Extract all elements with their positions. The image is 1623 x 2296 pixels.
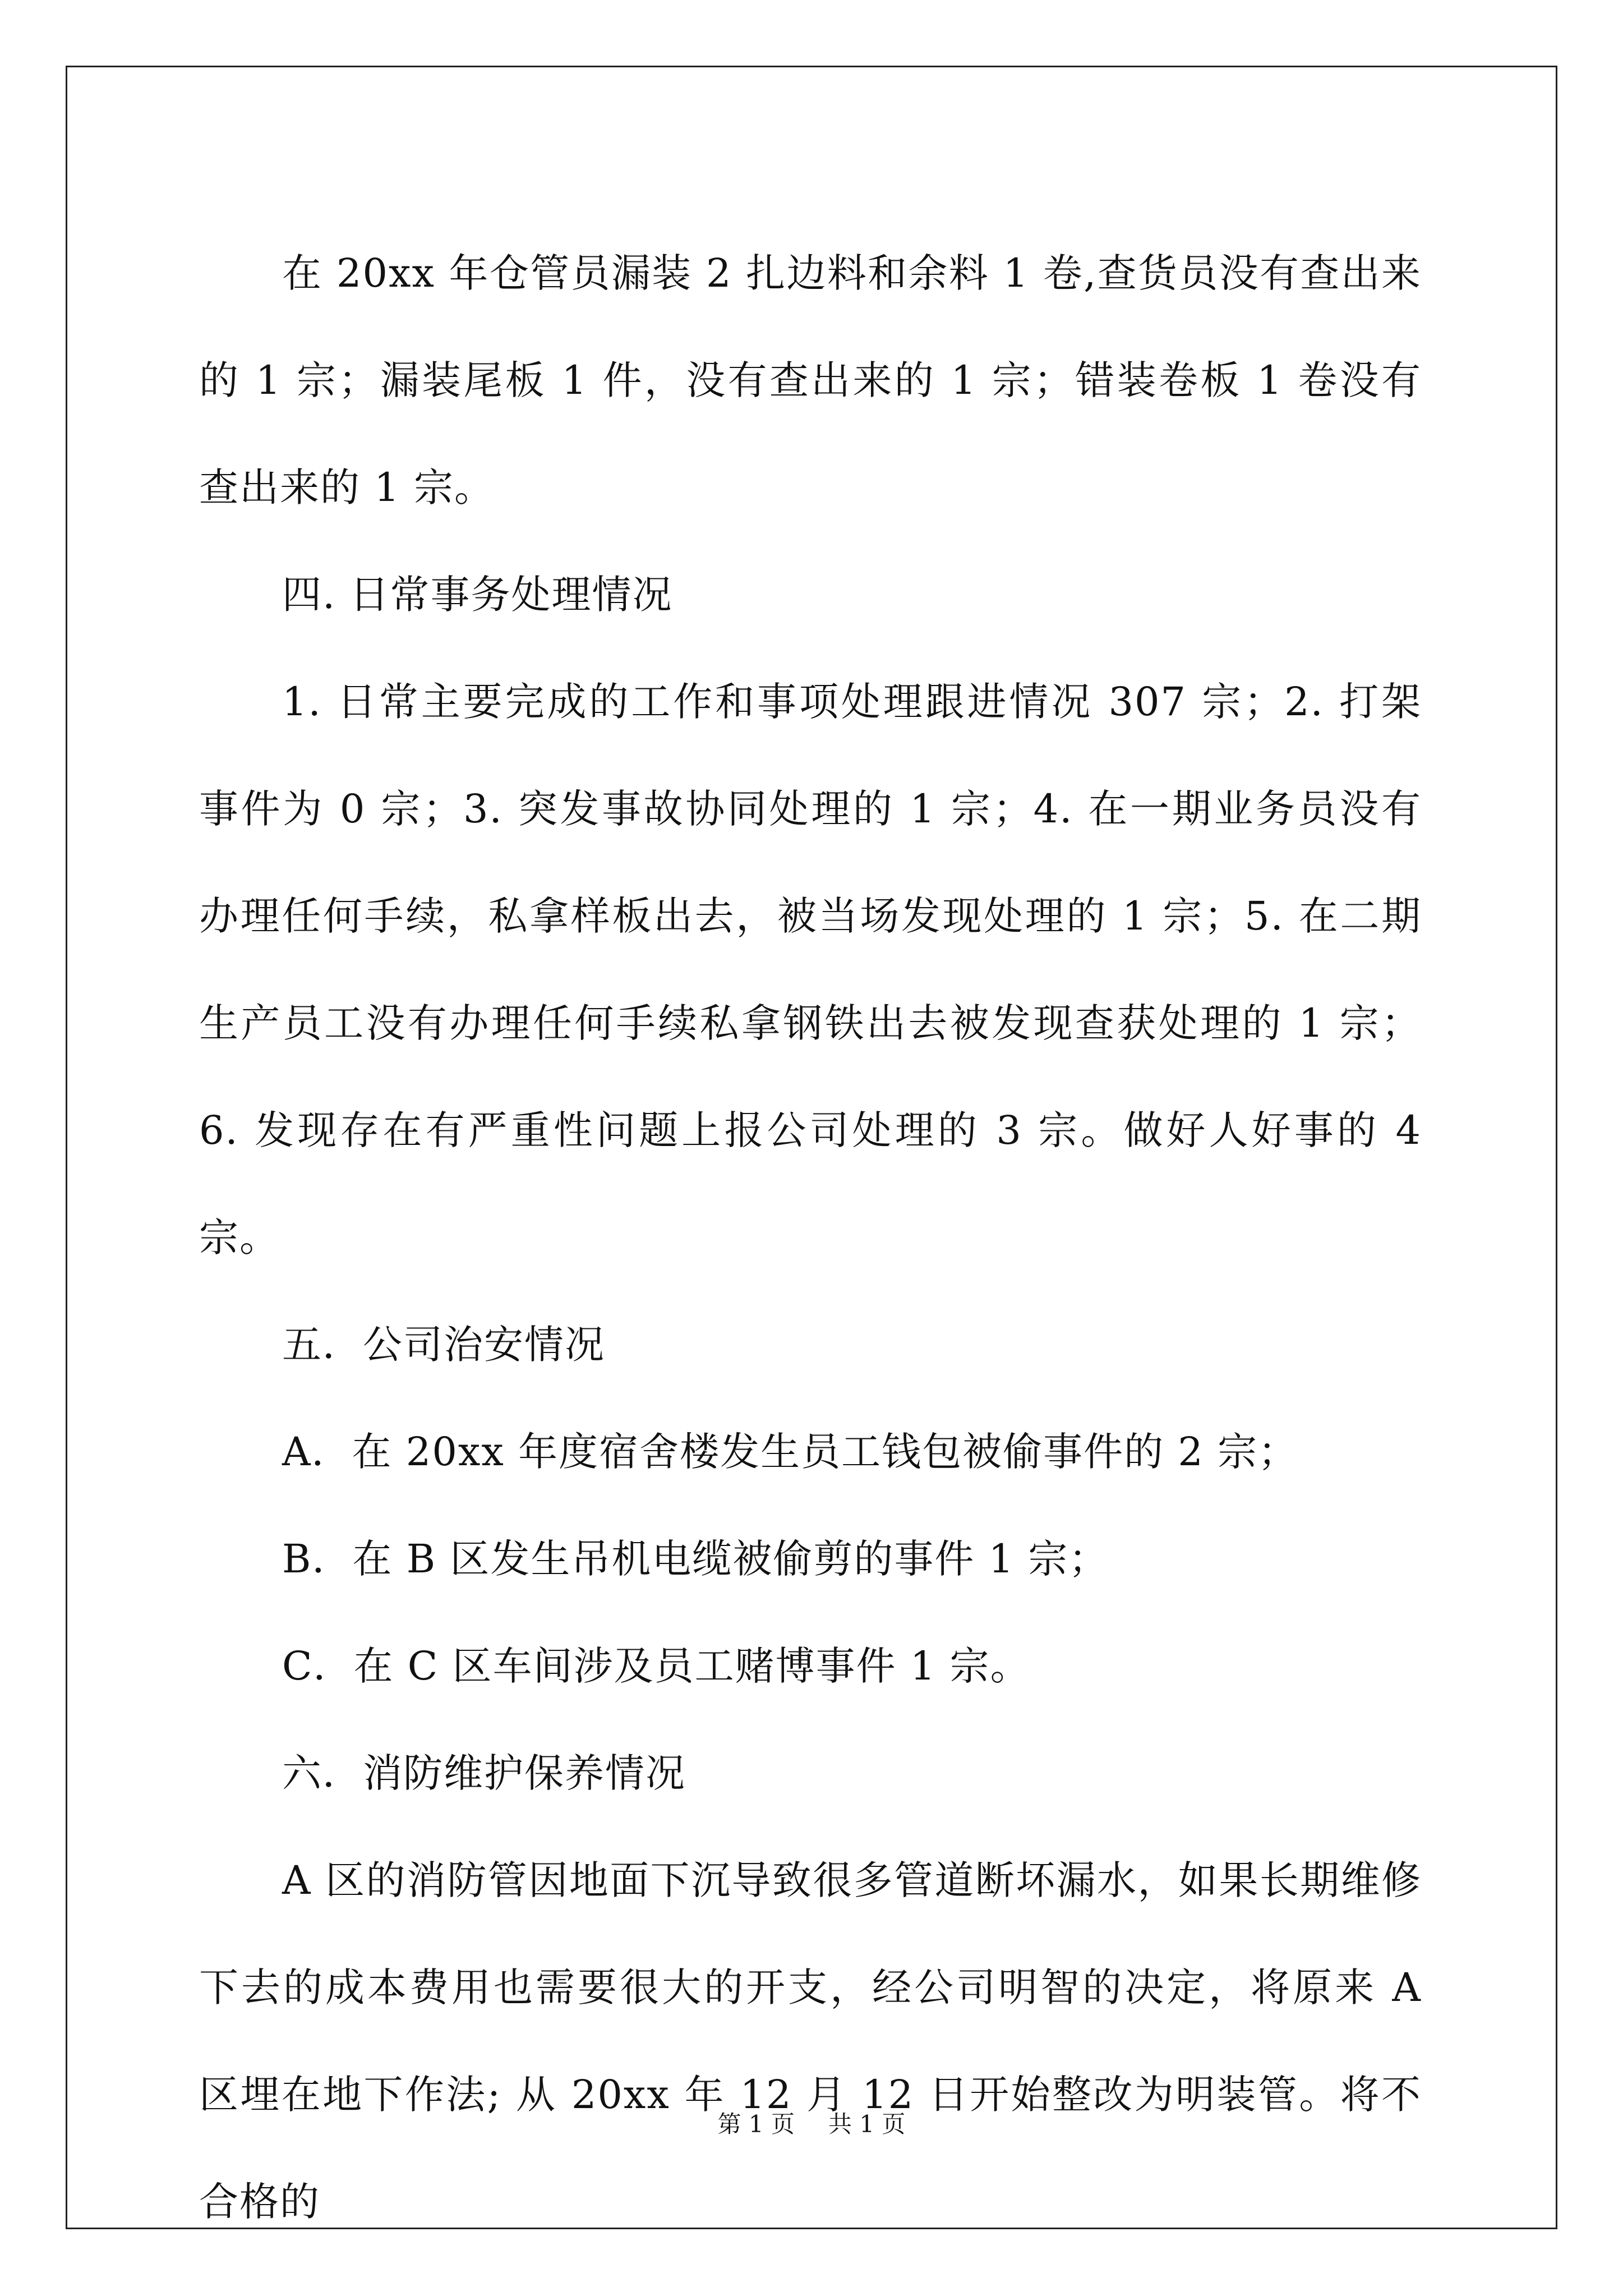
item-security-a: A．在 20xx 年度宿舍楼发生员工钱包被偷事件的 2 宗； — [282, 1429, 1299, 1475]
heading-daily-affairs: 四. 日常事务处理情况 — [282, 572, 673, 618]
heading-fire-maintenance: 六．消防维护保养情况 — [282, 1750, 686, 1796]
page-footer — [0, 2110, 1623, 2138]
paragraph-daily-affairs: 1. 日常主要完成的工作和事项处理跟进情况 307 宗；2. 打架事件为 0 宗；3. 突发事故协同处理的 1 宗；4. 在一期业务员没有办理任何手续，私拿样板出去，被当场发现处理的 1 宗；5. 在二期生产员工没有办理任何手续私拿钢铁出去被发现查获处理的 1 宗；6. 发现存在有严重性问题上报公司处理的 3 宗。做好人好事的 4 宗。 — [199, 679, 1422, 1260]
heading-public-security: 五．公司治安情况 — [282, 1322, 605, 1368]
page-number-total: 共 1 页 — [828, 2110, 906, 2138]
document-body — [199, 220, 1422, 2256]
paragraph-fire-maintenance: A 区的消防管因地面下沉导致很多管道断坏漏水，如果长期维修下去的成本费用也需要很大的开支，经公司明智的决定，将原来 A 区埋在地下作法; 从 20xx 年 12 月 12 日开始整改为明装管。将不合格的 — [199, 1857, 1422, 2225]
item-security-c: C．在 C 区车间涉及员工赌博事件 1 宗。 — [282, 1643, 1031, 1689]
paragraph-missed-loading: 在 20xx 年仓管员漏装 2 扎边料和余料 1 卷,查货员没有查出来的 1 宗；漏装尾板 1 件，没有查出来的 1 宗；错装卷板 1 卷没有查出来的 1 宗。 — [199, 250, 1422, 510]
item-security-b: B．在 B 区发生吊机电缆被偷剪的事件 1 宗； — [282, 1536, 1109, 1582]
page-number-current: 第 1 页 — [717, 2110, 795, 2138]
